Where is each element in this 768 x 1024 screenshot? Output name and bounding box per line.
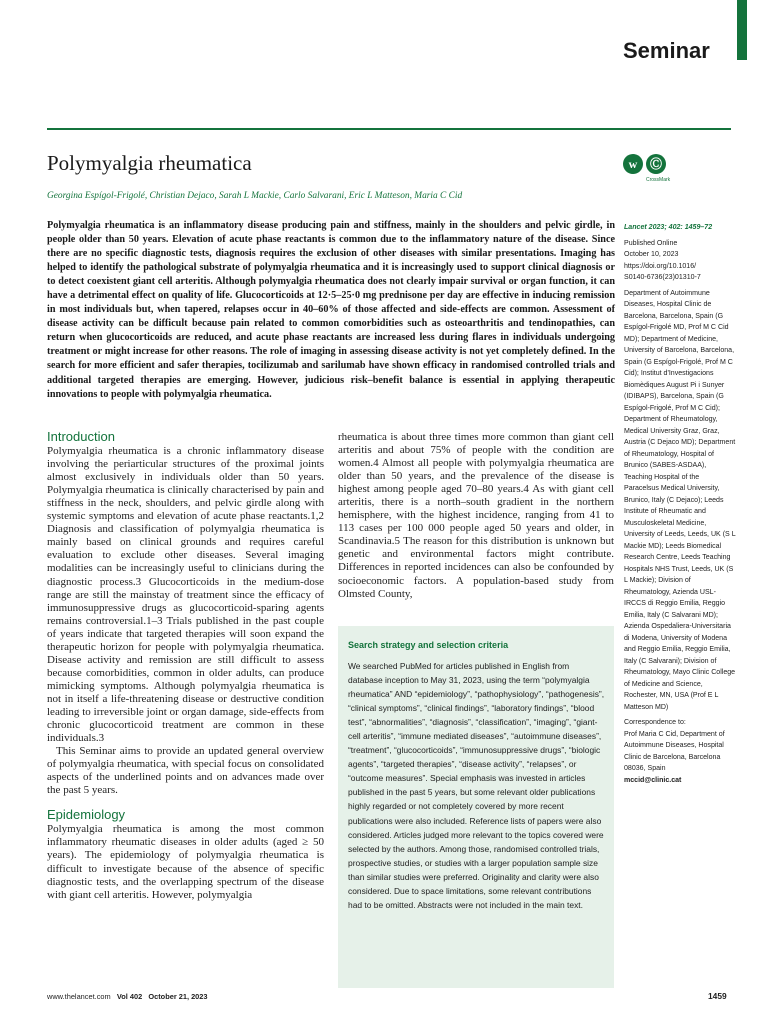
epidemiology-continued: rheumatica is about three times more common than giant cell arteritis and about 75% of people with the condition are women.4 Almost all people with polymyalgia rheumatica are older than 50 years, and the prevalence of the disease is highest among people aged 70–80 years.4 As with giant cell arteritis, there is a north–south gradient in the northern hemisphere, with the highest incidence, ranging from 41 to 113 cases per 100 000 people aged 50 years and older, in Scandinavia.5 The reason for this distribution is unknown but genetic and environmental factors might contribute. Differences in reported incidences can also be confounded by socioeconomic factors. A population-based study from Olmsted County, bbox=[338, 431, 614, 600]
footer-date: October 21, 2023 bbox=[148, 992, 208, 1001]
affiliations: Department of Autoimmune Diseases, Hospital Clinic de Barcelona, Barcelona, Spain (G Espígol-Frigolé MD, Prof M C Cid MD); Department of Medicine, University of Barcelona, Barcelona, Spain (G Espígol-Frigolé, Prof M C Cid); Institut d'Investigacions Biomèdiques August Pi i Sunyer (IDIBAPS), Barcelona, Spain (G Espígol-Frigolé, Prof M C Cid); Department of Rheumatology, Medical University Graz, Graz, Austria (C Dejaco MD); Department of Rheumatology, Hospital of Brunico (SABES-ASDAA), Teaching Hospital of the Paracelsus Medical University, Brunico, Italy (C Dejaco); Leeds Institute of Rheumatic and Musculoskeletal Medicine, University of Leeds, Leeds, UK (S L Mackie MD); Leeds Biomedical Research Centre, Leeds Teaching Hospitals NHS Trust, Leeds, UK (S L Mackie); Division of Rheumatology, Azienda USL-IRCCS di Reggio Emilia, Reggio Emilia, Italy (C Salvarani MD); Azienda Ospedaliera-Universitaria di Modena, University of Modena and Reggio Emilia, Reggio Emilia, Italy (C Salvarani); Division of Rheumatology, Mayo Clinic College of Medicine and Science, Rochester, MN, USA (Prof E L Matteson MD) bbox=[624, 289, 736, 711]
open-access-icon[interactable]: w bbox=[623, 154, 643, 174]
author-list: Georgina Espígol-Frigolé, Christian Dejaco, Sarah L Mackie, Carlo Salvarani, Eric L Matteson, Maria C Cid bbox=[47, 191, 463, 201]
article-badges bbox=[623, 154, 673, 186]
footer-volume: Vol 402 bbox=[116, 992, 143, 1001]
article-sidebar bbox=[624, 222, 736, 786]
introduction-heading: Introduction bbox=[47, 429, 115, 444]
page-number: 1459 bbox=[708, 991, 727, 1001]
journal-corner-bar bbox=[737, 0, 747, 60]
header-rule bbox=[47, 128, 731, 130]
introduction-paragraph: Polymyalgia rheumatica is a chronic inflammatory disease involving the periarticular structures of the proximal joints almost exclusively in individuals older than 50 years. Polymyalgia rheumatica is clinically characterised by pain and stiffness in the neck, shoulders, and pelvic girdle along with systemic symptoms and elevation of acute phase reactants.1,2 Diagnosis and classification of polymyalgia rheumatica is mainly based on clinical grounds and requires careful evaluation to exclude other diseases. Several imaging modalities can be increasingly useful to clinicians during the diagnostic process.3 Glucocorticoids in the medium-dose range are still the mainstay of treatment since the efficacy of immunosuppressive drugs as glucocorticoid-sparing agents remains controversial.1–3 Trials published in the past couple of years indicate that targeted therapies will soon expand the therapeutic horizon for people with polymyalgia rheumatica. Disease activity and remission are still difficult to assess because comorbidities, common in older adults, can produce mimicking symptoms. Although polymyalgia rheumatica is not in itself a life-threatening disease or destructive condition leading to irreversible joint or organ damage, side-effects from chronic glucocorticoid treatment are common in these individuals.3 bbox=[47, 445, 324, 745]
correspondence-email[interactable]: mccid@clinic.cat bbox=[624, 776, 682, 784]
search-strategy-body: We searched PubMed for articles published in English from database inception to May 31, 2023, using the term “polymyalgia rheumatica” AND “epidemiology”, “pathophysiology”, “pathogenesis”, “clinical symptoms”, “clinical findings”, “laboratory findings”, “blood test”, “abnormalities”, “diagnosis”, “classification”, “imaging”, “giant-cell arteritis”, “immune mediated diseases”, “autoimmune diseases”, “treatment”, “glucocorticoids”, “immunosuppressive drugs”, “biologic agents”, “targeted therapies”, “disease activity”, “relapses”, or “outcome measures”. Special emphasis was invested in articles published in the past 5 years, but some relevant older publications highly regarded or not completely covered by more recent publications were also included. Reference lists of papers were also considered. Articles judged more relevant to the topics covered were selected by the authors. Among those, randomised controlled trials, prospective studies, or studies with a larger population sample size than similar studies were preferred. Originality and clarity were also considered. Due to space limitations, some relevant contributions had to be omitted. Abstracts were not included in the main text. bbox=[348, 661, 605, 910]
epidemiology-heading: Epidemiology bbox=[47, 807, 126, 823]
crossmark-label: CrossMark bbox=[646, 177, 671, 183]
search-strategy-panel bbox=[338, 626, 614, 988]
page-footer bbox=[47, 992, 208, 1001]
footer-site-link[interactable]: www.thelancet.com bbox=[47, 992, 111, 1001]
section-label: Seminar bbox=[623, 38, 710, 63]
left-column bbox=[47, 430, 324, 902]
introduction-paragraph-2: This Seminar aims to provide an updated general overview of polymyalgia rheumatica, with special focus on consolidated aspects of the underlined points and on advances made over the past 5 years. bbox=[47, 745, 324, 797]
abstract: Polymyalgia rheumatica is an inflammatory disease producing pain and stiffness, mainly in the shoulders and pelvic girdle, in people older than 50 years. Elevation of acute phase reactants is common due to the inflammatory nature of the disease. Since there are no specific diagnostic tests, diagnosis requires the exclusion of other diseases with similar presentations. Imaging has helped to identify the pathological substrate of polymyalgia rheumatica and it is increasingly used to support clinical diagnosis or to detect coexistent giant cell arteritis. Although polymyalgia rheumatica does not clearly impair survival or organ function, it can have a detrimental effect on quality of life. Glucocorticoids at 12·5–25·0 mg prednisone per day are effective in inducing remission in most individuals but, when tapered, relapses occur in 40–60% of those affected and side-effects are common. Assessment of disease activity can be difficult because pain related to common comorbidities such as osteoarthritis and tendinopathies, can return when glucocorticoids are reduced, and acute phase reactants are increased less during flares in individuals undergoing treatment or might increase for other reasons. The role of imaging in assessing disease activity is not yet completely defined. In the search for more efficient and safer therapies, tocilizumab and sarilumab have shown efficacy in randomised controlled trials and additional targeted therapies are emerging. However, judicious risk–benefit balance is essential in applying therapeutic innovations to people with polymyalgia rheumatica. bbox=[47, 220, 615, 400]
article-title: Polymyalgia rheumatica bbox=[47, 151, 252, 175]
epidemiology-paragraph: Polymyalgia rheumatica is among the most common inflammatory rheumatic diseases in older adults (aged ≥ 50 years). The epidemiology of polymyalgia rheumatica is difficult to investigate because of the absence of specific diagnostic tests, and the overlapping spectrum of the disease with giant cell arteritis. However, polymyalgia bbox=[47, 823, 324, 901]
crossmark-icon[interactable]: Ⓒ bbox=[646, 154, 666, 174]
citation: Lancet 2023; 402: 1459–72 bbox=[624, 224, 713, 231]
search-strategy-title: Search strategy and selection criteria bbox=[348, 640, 509, 650]
published-online[interactable]: Published Online October 10, 2023 https://doi.org/10.1016/ S0140-6736(23)01310-7 bbox=[624, 239, 701, 281]
correspondence: Correspondence to: Prof Maria C Cid, Department of Autoimmune Diseases, Hospital Clinic de Barcelona, Barcelona 08036, Spain bbox=[624, 719, 725, 772]
middle-column bbox=[338, 431, 614, 601]
